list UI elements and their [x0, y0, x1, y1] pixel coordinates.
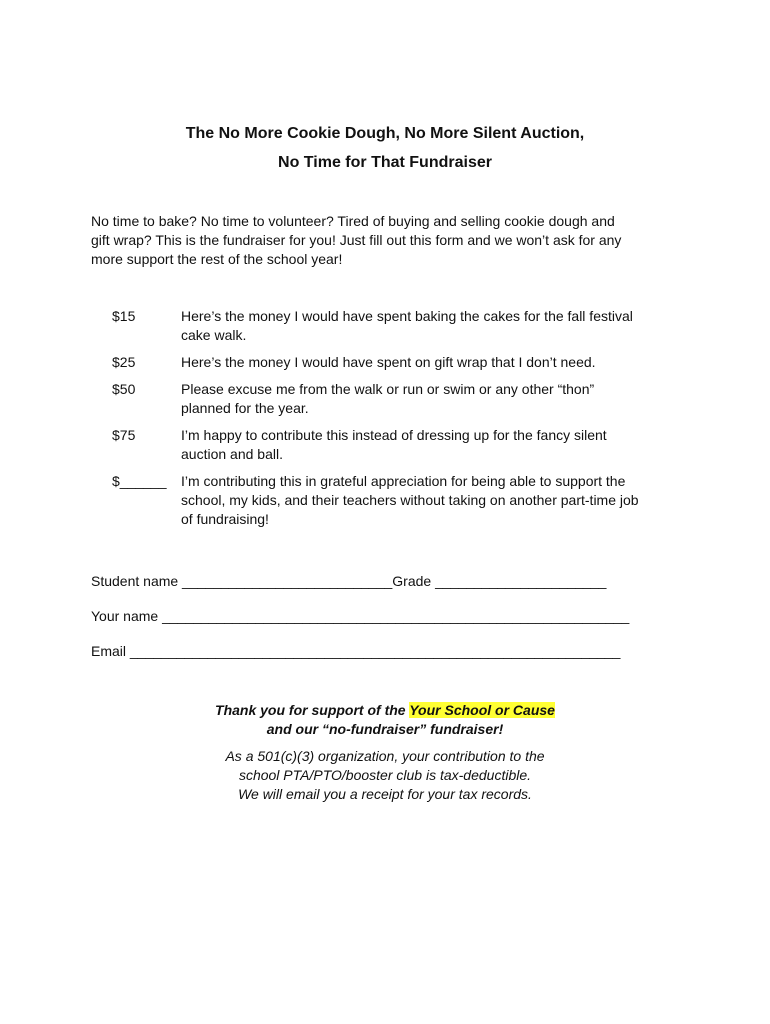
- thank-you-prefix: Thank you for support of the: [215, 702, 410, 718]
- intro-line-2: gift wrap? This is the fundraiser for you! Just fill out this form and we won’t ask for any: [91, 232, 622, 248]
- tax-note-line-1: As a 501(c)(3) organization, your contribution to the: [225, 748, 545, 764]
- donation-description-line: school, my kids, and their teachers without taking on another part-time job: [181, 492, 639, 508]
- intro-paragraph: [91, 212, 671, 269]
- intro-line-1: No time to bake? No time to volunteer? Tired of buying and selling cookie dough and: [91, 213, 615, 229]
- donation-description: [181, 353, 682, 372]
- donation-description-line: I’m contributing this in grateful appreciation for being able to support the: [181, 473, 626, 489]
- donation-option-75: [112, 426, 682, 464]
- title-line-1: The No More Cookie Dough, No More Silent Auction,: [185, 125, 585, 142]
- donation-description-line: of fundraising!: [181, 511, 269, 527]
- donation-description: [181, 426, 682, 464]
- tax-note-line-2: school PTA/PTO/booster club is tax-deductible.: [238, 767, 532, 783]
- school-name-placeholder: Your School or Cause: [409, 702, 555, 718]
- title-line-2: No Time for That Fundraiser: [278, 154, 492, 171]
- donation-description-line: I’m happy to contribute this instead of dressing up for the fancy silent: [181, 427, 607, 443]
- donation-option-15: [112, 307, 682, 345]
- thank-you-message: [0, 701, 770, 739]
- tax-deductible-note: [0, 747, 770, 804]
- donation-amount-blank: $______: [112, 473, 167, 489]
- donation-option-50: [112, 380, 682, 418]
- donation-amount: $50: [112, 381, 136, 397]
- thank-you-line-1: [0, 701, 770, 720]
- donation-option-25: [112, 353, 682, 372]
- donation-description: [181, 307, 682, 345]
- thank-you-line-2: and our “no-fundraiser” fundraiser!: [266, 721, 504, 737]
- donation-description-line: Here’s the money I would have spent on gift wrap that I don’t need.: [181, 354, 596, 370]
- donation-description: [181, 472, 682, 529]
- tax-note-line-3: We will email you a receipt for your tax records.: [238, 786, 532, 802]
- donation-option-custom: [112, 472, 682, 529]
- contact-fields: [91, 572, 651, 677]
- donation-options-list: [112, 307, 682, 537]
- closing-section: [0, 701, 770, 804]
- donation-description-line: Here’s the money I would have spent baking the cakes for the fall festival: [181, 308, 633, 324]
- donation-amount: $25: [112, 354, 136, 370]
- donation-description-line: planned for the year.: [181, 400, 309, 416]
- donation-amount: $75: [112, 427, 136, 443]
- donation-amount: $15: [112, 308, 136, 324]
- email-line: Email _______________________________________________________________: [91, 643, 621, 659]
- donation-description-line: cake walk.: [181, 327, 247, 343]
- your-name-line: Your name ____________________________________________________________: [91, 608, 630, 624]
- donation-description: [181, 380, 682, 418]
- student-name-grade-line: Student name ___________________________Grade ______________________: [91, 573, 607, 589]
- donation-description-line: Please excuse me from the walk or run or swim or any other “thon”: [181, 381, 595, 397]
- donation-description-line: auction and ball.: [181, 446, 283, 462]
- intro-line-3: more support the rest of the school year!: [91, 251, 343, 267]
- document-title: [0, 120, 770, 178]
